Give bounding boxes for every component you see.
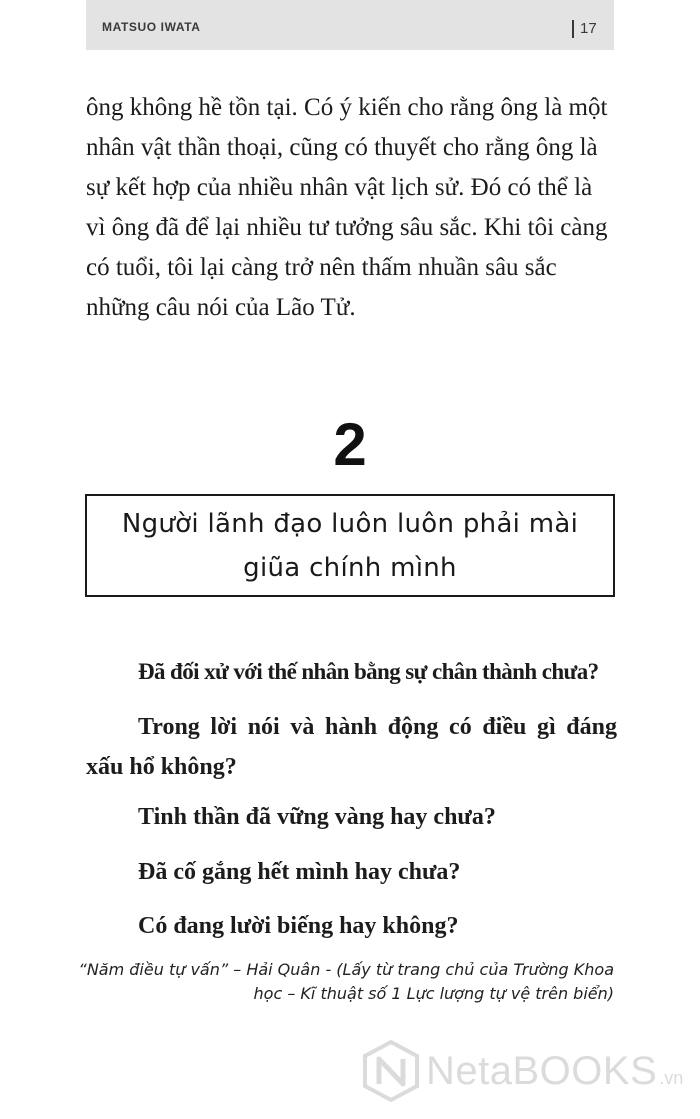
- watermark-domain: .vn: [659, 1067, 684, 1088]
- quote-line-4: Đã cố gắng hết mình hay chưa?: [138, 859, 461, 885]
- section-number: 2: [333, 411, 367, 478]
- running-header-divider: [572, 20, 574, 38]
- quote-citation: “Năm điều tự vấn” – Hải Quân - (Lấy từ trang chủ của Trường Khoa học – Kĩ thuật số 1 Lực lượng tự vệ trên biển): [78, 960, 614, 1003]
- quote-line-5: Có đang lười biếng hay không?: [138, 913, 459, 939]
- quote-line-1: Đã đối xử với thế nhân bằng sự chân thành chưa?: [138, 659, 599, 684]
- watermark-brand: NetaBOOKS: [426, 1048, 658, 1093]
- running-header-author: MATSUO IWATA: [102, 20, 201, 34]
- watermark: [362, 1036, 683, 1106]
- page-number: 17: [580, 20, 597, 37]
- netabooks-logo-icon: [362, 1040, 420, 1102]
- quote-line-3: Tinh thần đã vững vàng hay chưa?: [138, 804, 496, 830]
- section-title: Người lãnh đạo luôn luôn phải mài giũa chính mình: [121, 508, 579, 583]
- quote-line-2: Trong lời nói và hành động có điều gì đáng xấu hổ không?: [86, 714, 617, 780]
- body-paragraph: ông không hề tồn tại. Có ý kiến cho rằng ông là một nhân vật thần thoại, cũng có thuyết cho rằng ông là sự kết hợp của nhiều nhân vật lịch sử. Đó có thể là vì ông đã để lại nhiều tư tưởng sâu sắc. Khi tôi càng có tuổi, tôi lại càng trở nên thấm nhuần sâu sắc những câu nói của Lão Tử.: [86, 94, 608, 321]
- section-title-box: [85, 494, 615, 597]
